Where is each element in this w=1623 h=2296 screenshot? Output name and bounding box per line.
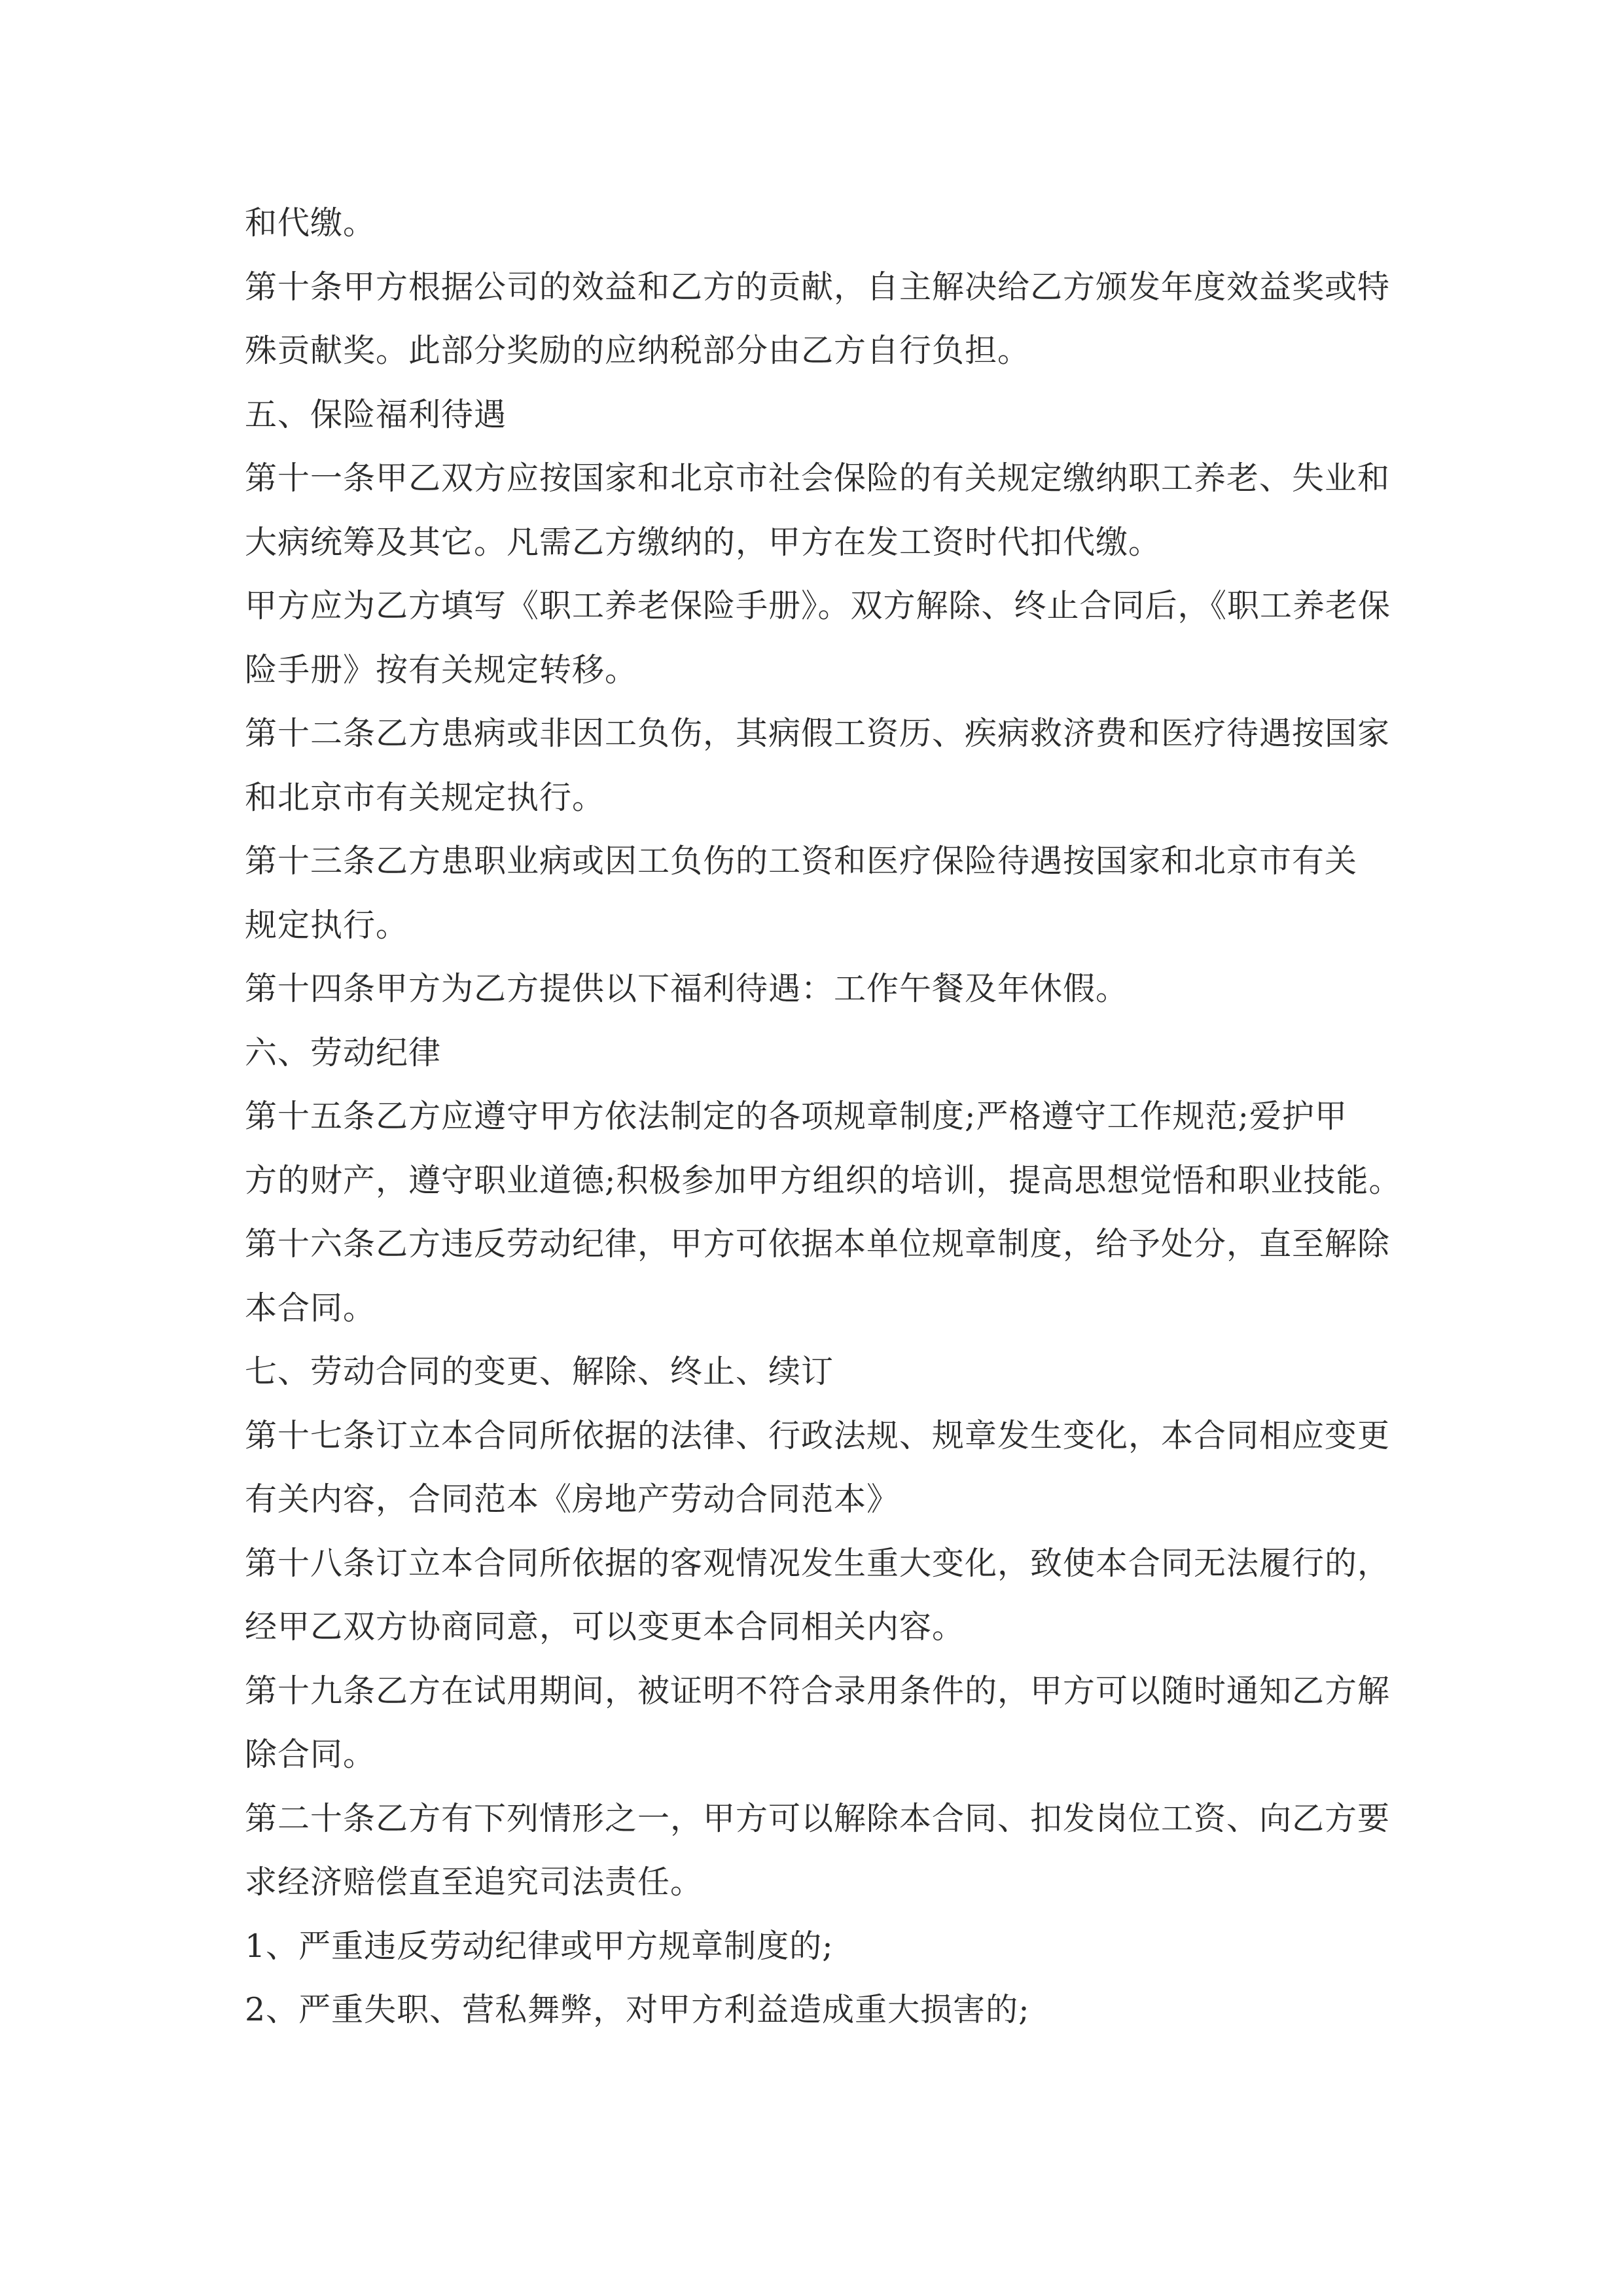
text-line: 经甲乙双方协商同意，可以变更本合同相关内容。 [245, 1608, 965, 1645]
text-line: 第十七条订立本合同所依据的法律、行政法规、规章发生变化，本合同相应变更 [245, 1416, 1391, 1454]
document-body [245, 191, 1402, 2042]
text-line: 险手册》按有关规定转移。 [245, 651, 638, 689]
list-item: 1、严重违反劳动纪律或甲方规章制度的; [245, 1927, 834, 1965]
text-line: 除合同。 [245, 1736, 376, 1773]
text-line: 求经济赔偿直至追究司法责任。 [245, 1863, 704, 1901]
text-line: 甲方应为乙方填写《职工养老保险手册》。双方解除、终止合同后，《职工养老保 [245, 587, 1391, 624]
text-line: 和北京市有关规定执行。 [245, 778, 605, 816]
text-line: 第十一条甲乙双方应按国家和北京市社会保险的有关规定缴纳职工养老、失业和 [245, 459, 1391, 497]
text-line: 第十条甲方根据公司的效益和乙方的贡献，自主解决给乙方颁发年度效益奖或特 [245, 268, 1391, 306]
text-line: 第十九条乙方在试用期间，被证明不符合录用条件的，甲方可以随时通知乙方解 [245, 1672, 1391, 1710]
text-line: 第十五条乙方应遵守甲方依法制定的各项规章制度;严格遵守工作规范;爱护甲 [245, 1098, 1348, 1135]
section-heading: 六、劳动纪律 [245, 1033, 442, 1071]
list-item: 2、严重失职、营私舞弊，对甲方利益造成重大损害的; [245, 1991, 1030, 2028]
section-heading: 五、保险福利待遇 [245, 395, 507, 433]
text-line: 第十四条甲方为乙方提供以下福利待遇：工作午餐及年休假。 [245, 970, 1129, 1007]
text-line: 规定执行。 [245, 906, 409, 944]
text-line: 有关内容，合同范本《房地产劳动合同范本》 [245, 1480, 900, 1518]
text-line: 殊贡献奖。此部分奖励的应纳税部分由乙方自行负担。 [245, 332, 1031, 369]
text-line: 第二十条乙方有下列情形之一，甲方可以解除本合同、扣发岗位工资、向乙方要 [245, 1799, 1391, 1837]
text-line: 本合同。 [245, 1289, 376, 1327]
text-line: 大病统筹及其它。凡需乙方缴纳的，甲方在发工资时代扣代缴。 [245, 523, 1162, 561]
text-line: 第十三条乙方患职业病或因工负伤的工资和医疗保险待遇按国家和北京市有关 [245, 842, 1358, 880]
text-line: 第十八条订立本合同所依据的客观情况发生重大变化，致使本合同无法履行的， [245, 1544, 1391, 1582]
text-line: 第十二条乙方患病或非因工负伤，其病假工资历、疾病救济费和医疗待遇按国家 [245, 715, 1391, 752]
text-line: 和代缴。 [245, 204, 376, 242]
text-line: 方的财产，遵守职业道德;积极参加甲方组织的培训，提高思想觉悟和职业技能。 [245, 1161, 1402, 1199]
text-line: 第十六条乙方违反劳动纪律，甲方可依据本单位规章制度，给予处分，直至解除 [245, 1225, 1391, 1263]
section-heading: 七、劳动合同的变更、解除、终止、续订 [245, 1353, 834, 1390]
